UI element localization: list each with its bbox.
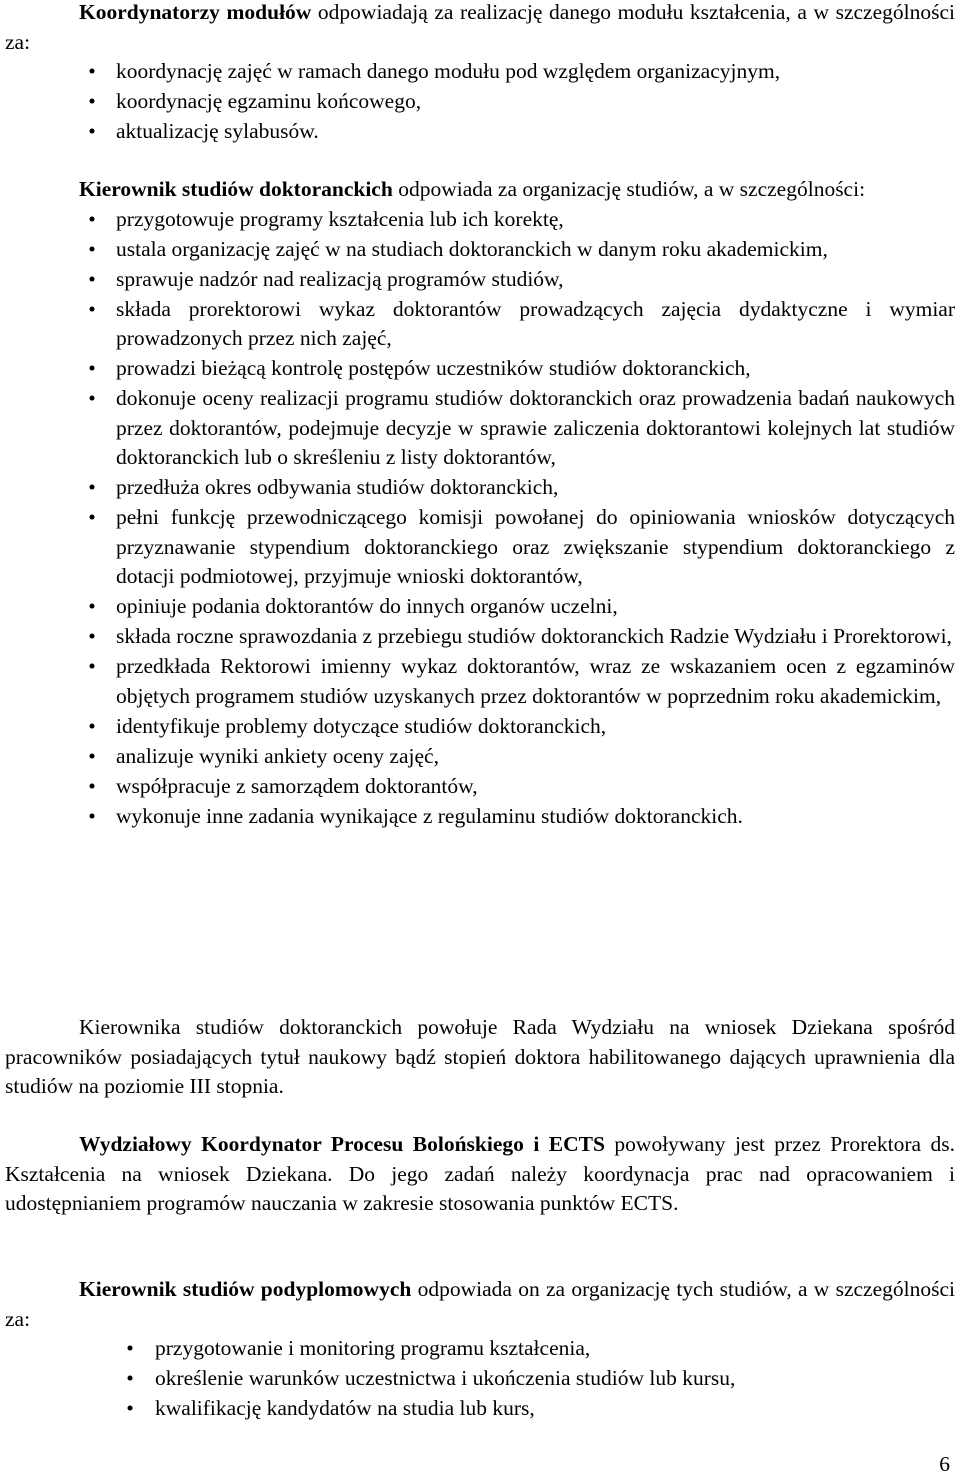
list-item-text: kwalifikację kandydatów na studia lub kurs, (155, 1396, 535, 1420)
list-item-text: opiniuje podania doktorantów do innych organów uczelni, (116, 594, 618, 618)
list-item (5, 384, 955, 473)
list-item-text: przedkłada Rektorowi imienny wykaz doktorantów, wraz ze wskazaniem ocen z egzaminów objętych programem studiów uzyskanych przez doktorantów w poprzednim roku akademickim, (116, 654, 955, 708)
list-item-text: składa roczne sprawozdania z przebiegu studiów doktoranckich Radzie Wydziału i Prorektorowi, (116, 624, 952, 648)
koordynatorzy-heading: Koordynatorzy modułów (79, 0, 312, 24)
kierownik-doktoranckich-heading: Kierownik studiów doktoranckich (79, 177, 393, 201)
list-item (5, 265, 955, 295)
kierownik-podyplomowych-lead-text: odpowiada on za organizację tych studiów, a w szczególności za: (5, 1277, 956, 1331)
list-item-text: pełni funkcję przewodniczącego komisji powołanej do opiniowania wniosków dotyczących przyznawanie stypendium doktoranckiego oraz zwiększanie stypendium doktoranckiego z dotacji podmiotowej, przyjmuje wnioski doktorantów, (116, 505, 955, 588)
koordynatorzy-list (5, 57, 955, 147)
section-koordynator-ects (5, 1130, 955, 1219)
section-kierownik-podyplomowych (5, 1275, 955, 1424)
kierownik-doktoranckich-paragraph (5, 175, 955, 205)
list-item (5, 1394, 955, 1424)
bullet-icon: • (88, 386, 96, 410)
list-item-text: koordynację zajęć w ramach danego modułu pod względem organizacyjnym, (116, 59, 781, 83)
bullet-icon: • (88, 654, 96, 678)
bullet-icon: • (88, 119, 96, 143)
list-item (5, 205, 955, 235)
section-kierownik-doktoranckich (5, 175, 955, 831)
list-item (5, 1334, 955, 1364)
list-item-text: przygotowuje programy kształcenia lub ich korektę, (116, 206, 564, 231)
kierownik-doktoranckich-lead-text: odpowiada za organizację studiów, a w szczególności: (392, 177, 866, 201)
section-koordynatorzy (5, 0, 955, 147)
list-item (5, 772, 955, 802)
bullet-icon: • (126, 1396, 134, 1420)
list-item-text: sprawuje nadzór nad realizacją programów studiów, (116, 266, 564, 291)
list-item-text: ustala organizację zajęć w na studiach doktoranckich w danym roku akademickim, (116, 236, 828, 261)
list-item (5, 473, 955, 503)
list-item (5, 742, 955, 772)
list-item (5, 354, 955, 384)
bullet-icon: • (88, 624, 96, 648)
kierownik-doktoranckich-list (5, 205, 955, 832)
bullet-icon: • (88, 713, 96, 738)
bullet-icon: • (88, 475, 96, 499)
list-item-text: prowadzi bieżącą kontrolę postępów uczestników studiów doktoranckich, (116, 356, 751, 380)
bullet-icon: • (126, 1366, 134, 1390)
bullet-icon: • (88, 505, 96, 529)
list-item-text: aktualizację sylabusów. (116, 119, 319, 143)
list-item-text: współpracuje z samorządem doktorantów, (116, 773, 478, 798)
bullet-icon: • (88, 236, 96, 261)
kierownik-podyplomowych-heading: Kierownik studiów podyplomowych (79, 1277, 412, 1301)
bullet-icon: • (126, 1336, 134, 1360)
bullet-icon: • (88, 296, 96, 321)
list-item (5, 57, 955, 87)
koordynatorzy-lead-text: odpowiadają za realizację danego modułu kształcenia, a w szczególności za: (5, 0, 955, 54)
bullet-icon: • (88, 89, 96, 113)
list-item-text: wykonuje inne zadania wynikające z regulaminu studiów doktoranckich. (116, 803, 743, 828)
koordynator-ects-paragraph (5, 1130, 955, 1219)
list-item (5, 235, 955, 265)
bullet-icon: • (88, 266, 96, 291)
list-item (5, 622, 955, 652)
list-item-text: analizuje wyniki ankiety oceny zajęć, (116, 743, 439, 768)
list-item-text: określenie warunków uczestnictwa i ukończenia studiów lub kursu, (155, 1366, 736, 1390)
bullet-icon: • (88, 773, 96, 798)
list-item (5, 592, 955, 622)
list-item (5, 295, 955, 354)
bullet-icon: • (88, 594, 96, 618)
bullet-icon: • (88, 206, 96, 231)
kierownik-podyplomowych-list (5, 1334, 955, 1424)
page-number: 6 (939, 1452, 950, 1476)
list-item-text: składa prorektorowi wykaz doktorantów prowadzących zajęcia dydaktyczne i wymiar prowadzonych przez nich zajęć, (116, 296, 955, 350)
list-item (5, 87, 955, 117)
koordynator-ects-heading: Wydziałowy Koordynator Procesu Bolońskiego i ECTS (79, 1132, 605, 1156)
list-item (5, 802, 955, 832)
koordynatorzy-paragraph (5, 0, 955, 57)
list-item (5, 1364, 955, 1394)
bullet-icon: • (88, 803, 96, 828)
list-item-text: identyfikuje problemy dotyczące studiów doktoranckich, (116, 713, 607, 738)
bullet-icon: • (88, 59, 96, 83)
list-item (5, 117, 955, 147)
list-item (5, 712, 955, 742)
powolanie-kierownika-paragraph: Kierownika studiów doktoranckich powołuje Rada Wydziału na wniosek Dziekana spośród pracowników posiadających tytuł naukowy bądź stopień doktora habilitowanego dających uprawnienia dla studiów na poziomie III stopnia. (5, 1015, 955, 1098)
bullet-icon: • (88, 356, 96, 380)
list-item-text: dokonuje oceny realizacji programu studiów doktoranckich oraz prowadzenia badań naukowych przez doktorantów, podejmuje decyzje w sprawie zaliczenia doktorantowi kolejnych lat studiów doktoranckich lub o skreśleniu z listy doktorantów, (116, 386, 955, 469)
section-powolanie-kierownika (5, 1013, 955, 1102)
kierownik-podyplomowych-paragraph (5, 1275, 955, 1334)
koordynator-ects-lead-text: powoływany jest przez Prorektora ds. Kształcenia na wniosek Dziekana. Do jego zadań należy koordynacja prac nad opracowaniem i udostępnianiem programów nauczania w zakresie stosowania punktów ECTS. (5, 1132, 955, 1215)
list-item-text: przygotowanie i monitoring programu kształcenia, (155, 1336, 591, 1360)
list-item (5, 503, 955, 592)
list-item-text: koordynację egzaminu końcowego, (116, 89, 422, 113)
bullet-icon: • (88, 743, 96, 768)
list-item (5, 652, 955, 711)
list-item-text: przedłuża okres odbywania studiów doktoranckich, (116, 475, 559, 499)
